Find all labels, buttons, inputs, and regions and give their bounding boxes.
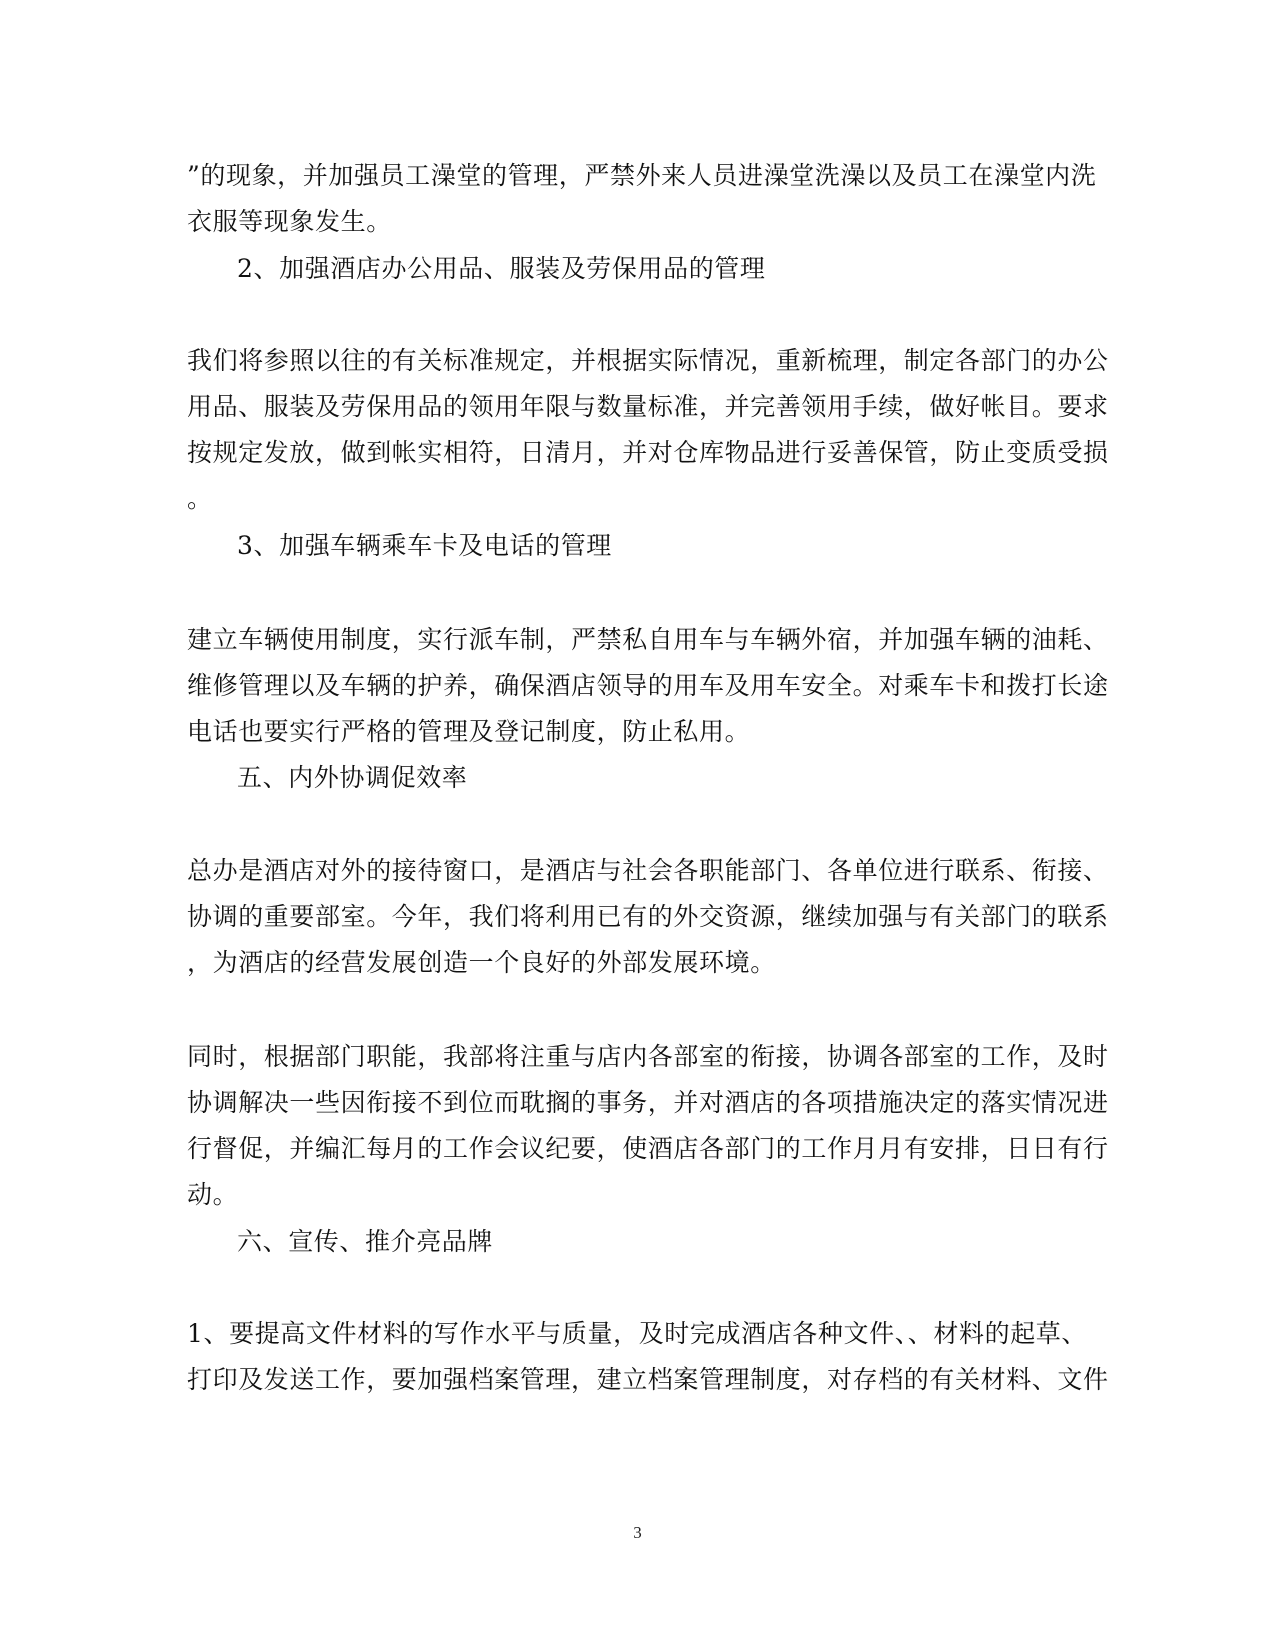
text-line: 我们将参照以往的有关标准规定，并根据实际情况，重新梳理，制定各部门的办公 [187, 346, 1109, 375]
text-line: ，为酒店的经营发展创造一个良好的外部发展环境。 [187, 948, 776, 977]
page-number: 3 [633, 1523, 642, 1542]
section-heading: 六、宣传、推介亮品牌 [237, 1227, 494, 1256]
text-line: 按规定发放，做到帐实相符，日清月，并对仓库物品进行妥善保管，防止变质受损 [187, 438, 1109, 467]
text-line: 协调解决一些因衔接不到位而耽搁的事务，并对酒店的各项措施决定的落实情况进 [187, 1088, 1109, 1117]
text-line: 同时，根据部门职能，我部将注重与店内各部室的衔接，协调各部室的工作，及时 [187, 1042, 1109, 1071]
section-heading: 2、加强酒店办公用品、服装及劳保用品的管理 [237, 254, 766, 283]
text-line: 电话也要实行严格的管理及登记制度，防止私用。 [187, 717, 751, 746]
text-line: 1、要提高文件材料的写作水平与质量，及时完成酒店各种文件、、材料的起草、 [187, 1319, 1088, 1348]
text-line: 。 [187, 484, 213, 513]
text-line: 建立车辆使用制度，实行派车制，严禁私自用车与车辆外宿，并加强车辆的油耗、 [187, 625, 1109, 654]
section-heading: 3、加强车辆乘车卡及电话的管理 [237, 531, 612, 560]
text-line: 维修管理以及车辆的护养，确保酒店领导的用车及用车安全。对乘车卡和拨打长途 [187, 671, 1109, 700]
text-line: 协调的重要部室。今年，我们将利用已有的外交资源，继续加强与有关部门的联系 [187, 902, 1109, 931]
text-line: 衣服等现象发生。 [187, 207, 392, 236]
text-line: 打印及发送工作，要加强档案管理，建立档案管理制度，对存档的有关材料、文件 [187, 1365, 1109, 1394]
text-line: 总办是酒店对外的接待窗口，是酒店与社会各职能部门、各单位进行联系、衔接、 [187, 856, 1109, 885]
text-line: 动。 [187, 1180, 239, 1209]
text-line: 行督促，并编汇每月的工作会议纪要，使酒店各部门的工作月月有安排，日日有行 [187, 1134, 1109, 1163]
text-line: ”的现象，并加强员工澡堂的管理，严禁外来人员进澡堂洗澡以及员工在澡堂内洗 [187, 161, 1097, 190]
text-line: 用品、服装及劳保用品的领用年限与数量标准，并完善领用手续，做好帐目。要求 [187, 392, 1109, 421]
section-heading: 五、内外协调促效率 [237, 763, 468, 792]
